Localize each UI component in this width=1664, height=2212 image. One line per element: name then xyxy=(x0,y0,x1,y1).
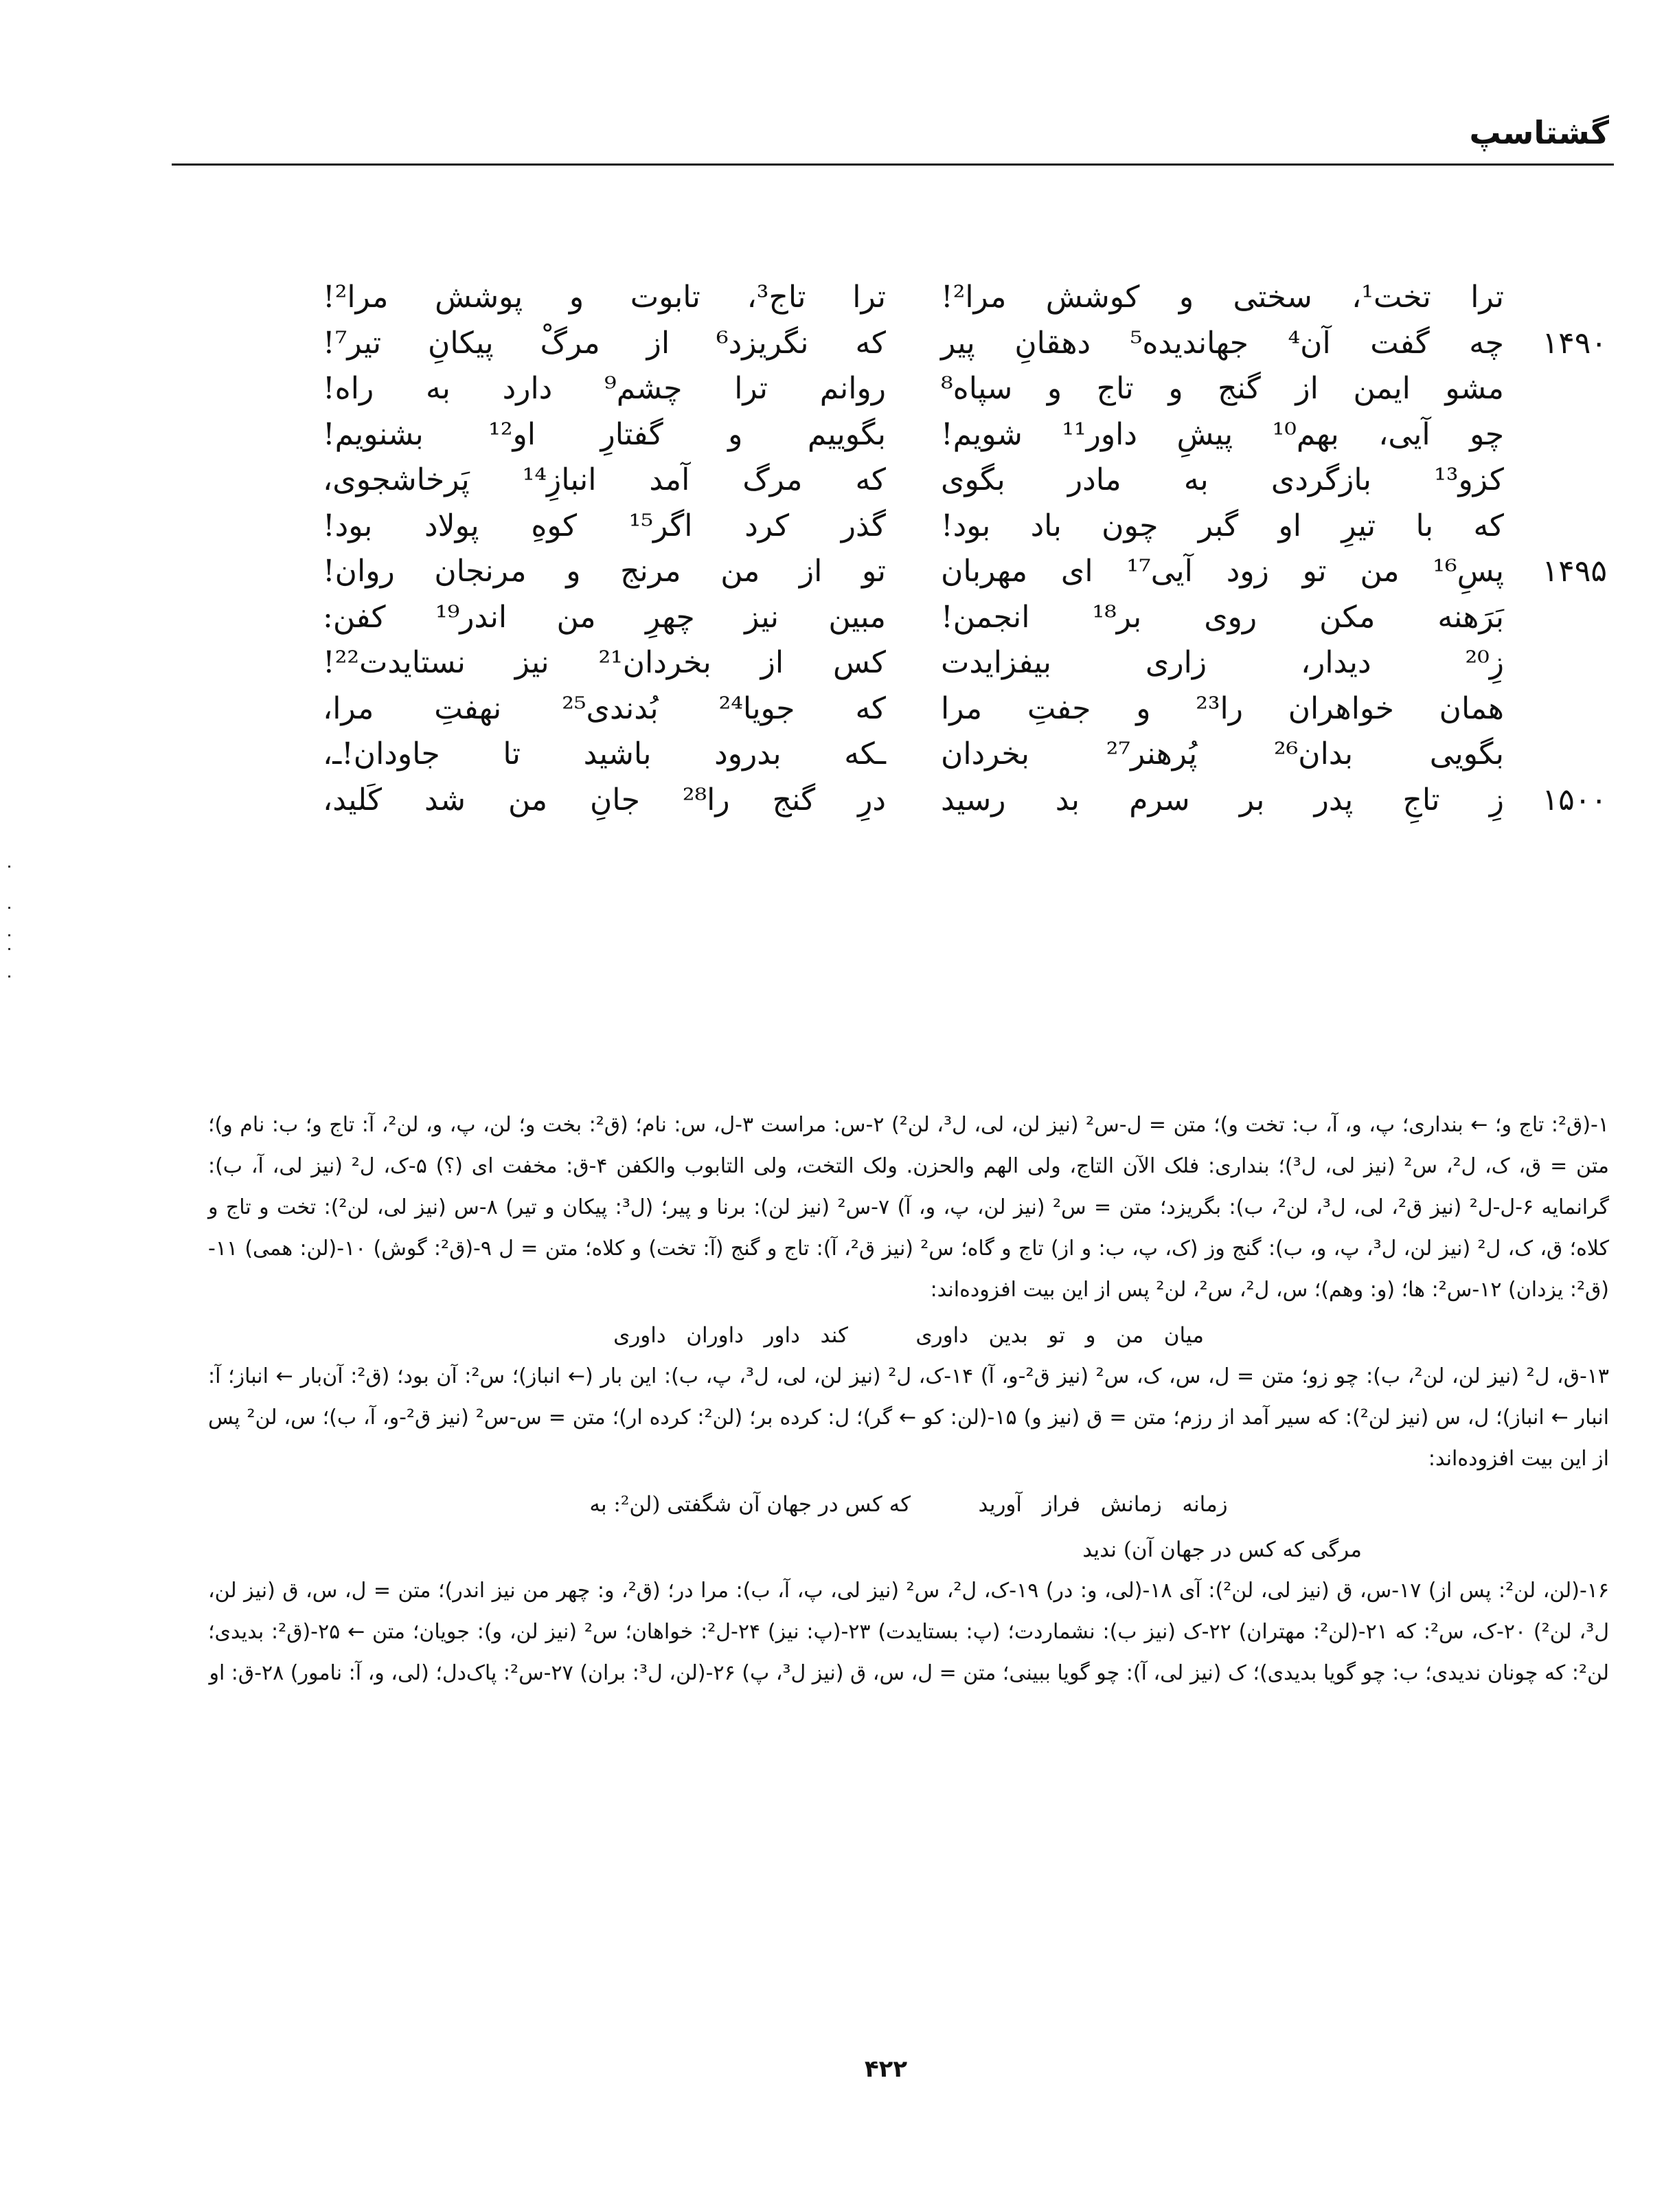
running-title: گشتاسپ xyxy=(1469,114,1609,151)
verse-hemistich-left: که مرگ آمد انبازِ¹⁴ پَرخاشجوی، xyxy=(323,462,886,497)
verse-text: همان خواهران را²³ و جفتِ مرا xyxy=(941,690,1504,726)
verse-hemistich-right xyxy=(941,504,1504,550)
verse-hemistich-right xyxy=(941,275,1504,321)
poem-body xyxy=(275,275,1607,907)
scan-edge-marks xyxy=(5,866,12,1072)
footnote-added-verse: زمانه زمانش فراز آورید که کس در جهان آن شگفتی (لن²: به xyxy=(589,1492,1228,1517)
verse-text: پسِ¹⁶ من تو زود آیی¹⁷ ای مهربان xyxy=(941,554,1505,589)
verse-hemistich-left: بگوییم و گفتارِ او¹² بشنویم! xyxy=(323,416,886,452)
verse-text: زِ²⁰ دیدار، زاری بیفزایدت xyxy=(941,645,1504,680)
verse-text: ترا تخت¹، سختی و کوشش مرا²! xyxy=(941,280,1504,315)
footnote-paragraph: ۱-(ق²: تاج و؛ ← بنداری؛ پ، و، آ، ب: تخت و)؛ متن = ل-س² (نیز لن، لی، ل³، لن²) ۲-س: مراست ۳-ل، س: نام؛ (ق²: بخت و؛ لن، پ، و، لن²، آ: تاج و؛ ب: نام و)؛ متن = ق، ک، ل²، س² (نیز لی، ل³)؛ بنداری: فلک الآن التاج، ولی الهم والحزن. ولک التخت، ولی التابوب والکفن ۴-ق: مخفت ای (؟) ۵-ک، ل² (نیز لی، آ، ب): گرانمایه ۶-ل-ل² (نیز ق²، لی، ل³، لن²، ب): بگریزد؛ متن = س² (نیز لن، پ، و، آ) ۷-س² (نیز لن): برنا و پیر؛ (ل³: پیکان و تیر) ۸-س (نیز لی، لن²): تخت و تاج و کلاه؛ ق، ک، ل² (نیز لن، ل³، پ، و، ب): گنج وز (ک، پ، ب: و از) تاج و گاه؛ س² (نیز ق²، آ): تاج و گنج (آ: تخت) و کلاه؛ متن = ل ۹-(ق²: گوش) ۱۰-(لن: همی) ۱۱-(ق²: یزدان) ۱۲-س²: ها؛ (و: وهم)؛ س، ل²، س²، لن² پس از این بیت افزوده‌اند: xyxy=(208,1113,1609,1302)
verse-text: بگویی بدان²⁶ پُرهنر²⁷ بخردان xyxy=(941,736,1504,771)
verse-hemistich-right xyxy=(941,366,1504,412)
poem-column-right xyxy=(941,275,1607,823)
verse-hemistich-left: ـکه بدرود باشید تا جاودان!ـ، xyxy=(323,736,886,771)
verse-line-number: ۱۵۰۰ xyxy=(1542,782,1607,817)
footnote-paragraph: ۱۳-ق، ل² (نیز لن، لن²، ب): چو زو؛ متن = ل، س، ک، س² (نیز ق²-و، آ) ۱۴-ک، ل² (نیز لن، لی، ل³، پ، ب): این بار (← انباز)؛ س²: آن بود؛ (ق²: آن‌بار ← انباز؛ آ: انبار ← انباز)؛ ل، س (نیز لن²): که سیر آمد از رزم؛ متن = ق (نیز و) ۱۵-(لن: کو ← گر)؛ ل: کرده بر؛ (لن²: کرده ار)؛ متن = س-س² (نیز ق²-و، آ، ب)؛ س، لن² پس از این بیت افزوده‌اند: xyxy=(208,1364,1610,1471)
verse-hemistich-right xyxy=(941,686,1504,732)
footnotes xyxy=(208,1105,1609,1694)
verse-hemistich-right xyxy=(941,640,1504,686)
verse-line-number: ۱۴۹۵ xyxy=(1542,554,1607,589)
verse-hemistich-right xyxy=(941,412,1504,458)
verse-hemistich-right xyxy=(941,458,1504,504)
verse-text: مشو ایمن از گنج و تاج و سپاه⁸ xyxy=(941,371,1504,406)
poem-column-left xyxy=(323,275,886,823)
footnote-added-verse: میان من و تو بدین داوری کند داور داوران داوری xyxy=(613,1323,1204,1348)
verse-hemistich-right xyxy=(941,321,1607,367)
footnote-paragraph: ۱۶-(لن، لن²: پس از) ۱۷-س، ق (نیز لی، لن²): آی ۱۸-(لی، و: در) ۱۹-ک، ل²، س² (نیز لی، پ، آ، ب): مرا در؛ (ق²، و: چهر من نیز اندر)؛ متن = ل، س، ق (نیز لن، ل³، لن²) ۲۰-ک، س²: که ۲۱-(لن²: مهتران) ۲۲-ک (نیز ب): نشماردت؛ (پ: بستایدت) ۲۳-(پ: نیز) ۲۴-ل²: خواهان؛ س² (نیز لن، و): جویان؛ متن ← ۲۵-(ق²: بدیدی؛ لن²: که چونان ندیدی؛ ب: چو گویا بدیدی)؛ ک (نیز لی، آ): چو گویا ببینی؛ متن = ل، س، ق (نیز ل³، پ) ۲۶-(لن، ل³: بران) ۲۷-س²: پاک‌دل؛ (لی، و، آ: نامور) ۲۸-ق: او xyxy=(208,1579,1610,1685)
verse-hemistich-right xyxy=(941,732,1504,778)
verse-hemistich-left: که نگریزد⁶ از مرگْ پیکانِ تیر⁷! xyxy=(323,325,886,361)
verse-hemistich-left: گذر کرد اگر¹⁵ کوهِ پولاد بود! xyxy=(323,508,887,543)
verse-hemistich-right xyxy=(941,778,1607,824)
verse-line-number: ۱۴۹۰ xyxy=(1542,325,1607,361)
verse-text: چو آیی، بهم¹⁰ پیشِ داور¹¹ شویم! xyxy=(941,416,1505,452)
verse-text: کزو¹³ بازگردی به مادر بگوی xyxy=(941,462,1504,497)
verse-text: بَرَهنه مکن روی بر¹⁸ انجمن! xyxy=(941,599,1504,635)
verse-text: چه گفت آن⁴ جهاندیده⁵ دهقانِ پیر xyxy=(941,325,1505,361)
page-number: ۴۲۲ xyxy=(864,2055,908,2083)
header-rule xyxy=(172,163,1614,166)
verse-hemistich-left: ترا تاج³، تابوت و پوشش مرا²! xyxy=(323,280,886,315)
verse-hemistich-left: کس از بخردان²¹ نیز نستایدت²²! xyxy=(323,645,887,680)
verse-hemistich-left: تو از من مرنج و مرنجان روان! xyxy=(323,554,886,589)
verse-hemistich-left: درِ گنج را²⁸ جانِ من شد کَلید، xyxy=(323,782,886,817)
verse-hemistich-left: روانم ترا چشم⁹ دارد به راه! xyxy=(323,371,886,406)
footnote-added-verse-continued: مرگی که کس در جهان آن) ندید xyxy=(1082,1537,1362,1562)
verse-text: که با تیرِ او گبر چون باد بود! xyxy=(941,508,1504,543)
verse-hemistich-right xyxy=(941,549,1607,595)
verse-text: زِ تاجِ پدر بر سرم بد رسید xyxy=(941,782,1504,817)
verse-hemistich-left: مبین نیز چهرِ من اندر¹⁹ کفن: xyxy=(323,599,886,635)
verse-hemistich-right xyxy=(941,595,1504,641)
verse-hemistich-left: که جویا²⁴ بُدندی²⁵ نهفتِ مرا، xyxy=(323,690,887,726)
